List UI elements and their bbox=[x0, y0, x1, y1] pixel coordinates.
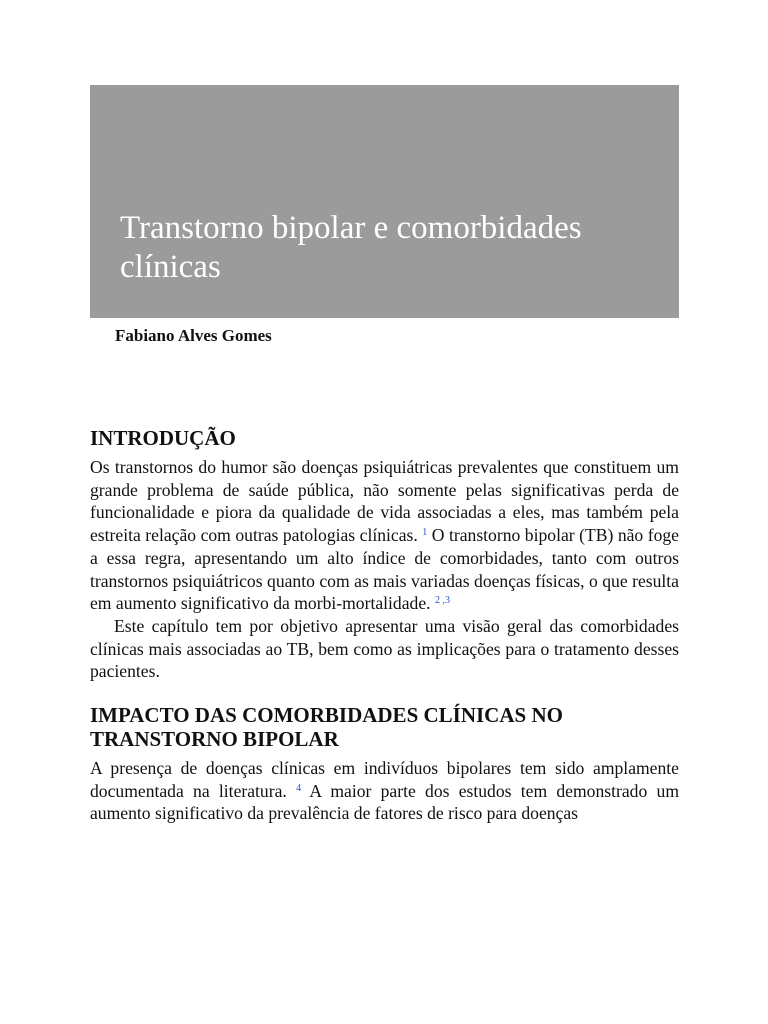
document-title: Transtorno bipolar e comorbidades clínicas bbox=[120, 210, 582, 285]
paragraph-intro-1 bbox=[90, 456, 679, 615]
paragraph-text: O transtorno bipolar (TB) não foge a essa regra, apresentando um alto índice de comorbidades, tanto com outros transtornos psiquiátricos quanto com as mais variadas doenças físicas, o que resulta em aumento significativo da morbi-mortalidade. bbox=[90, 525, 679, 614]
reference-link[interactable]: 4 bbox=[296, 782, 302, 794]
paragraph-intro-2: Este capítulo tem por objetivo apresentar uma visão geral das comorbidades clínicas mais associadas ao TB, bem como as implicações para o tratamento desses pacientes. bbox=[90, 615, 679, 682]
title-banner bbox=[90, 85, 679, 318]
paragraph-text: A presença de doenças clínicas em indivíduos bipolares tem sido amplamente documentada na literatura. bbox=[90, 758, 679, 801]
author-name: Fabiano Alves Gomes bbox=[115, 326, 272, 345]
section-heading-impacto: IMPACTO DAS COMORBIDADES CLÍNICAS NO TRANSTORNO BIPOLAR bbox=[90, 703, 563, 752]
reference-link[interactable]: 1 bbox=[422, 527, 428, 539]
paragraph-text: Os transtornos do humor são doenças psiquiátricas prevalentes que constituem um grande problema de saúde pública, não somente pelas significativas perda de funcionalidade e piora da qualidade de vida associadas a eles, mas também pela estreita relação com outras patologias clínicas. bbox=[90, 457, 679, 546]
paragraph-impacto-1 bbox=[90, 757, 679, 825]
document-body bbox=[90, 426, 679, 825]
section-heading-introducao: INTRODUÇÃO bbox=[90, 426, 236, 450]
reference-link[interactable]: 2 ,3 bbox=[434, 595, 450, 607]
paragraph-text: A maior parte dos estudos tem demonstrado um aumento significativo da prevalência de fatores de risco para doenças bbox=[90, 780, 679, 824]
